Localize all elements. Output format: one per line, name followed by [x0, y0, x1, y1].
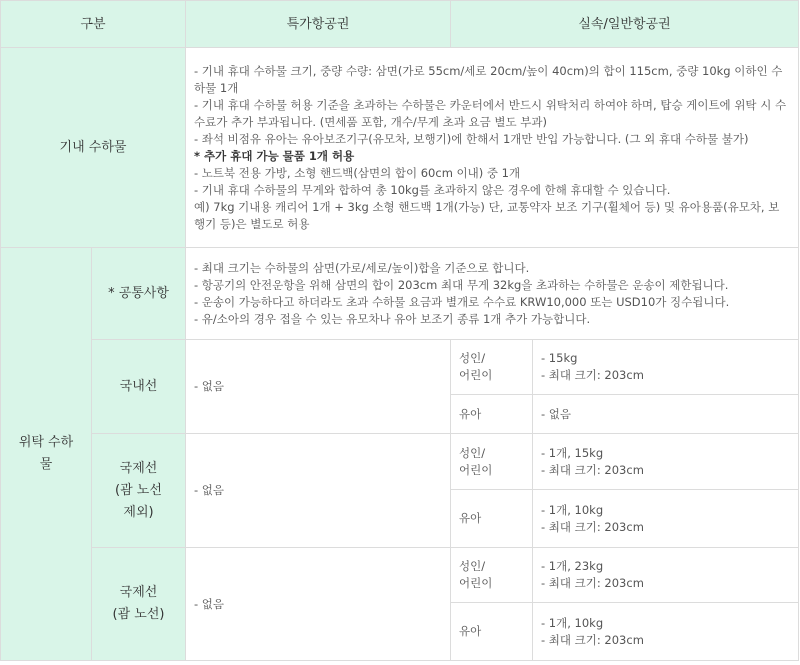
passenger-type: 유아: [451, 603, 533, 661]
checked-label: [1, 248, 92, 661]
carryon-line: - 기내 휴대 수하물의 무게와 합하여 총 10kg를 초과하지 않은 경우에 한해 휴대할 수 있습니다.: [194, 182, 671, 197]
passenger-type: 성인/ 어린이: [451, 340, 533, 395]
common-line: - 최대 크기는 수하물의 삼면(가로/세로/높이)합을 기준으로 합니다.: [194, 260, 530, 275]
common-line: - 항공기의 안전운항을 위해 삼면의 합이 203cm 최대 무게 32kg을 초과하는 수하물은 운송이 제한됩니다.: [194, 277, 729, 292]
allowance: [533, 340, 799, 395]
checked-common-row: [1, 248, 799, 340]
route-special-intl: - 없음: [186, 434, 451, 548]
allowance-line: - 1개, 15kg: [541, 445, 604, 460]
common-label: * 공통사항: [92, 248, 186, 340]
common-details: [186, 248, 799, 340]
carryon-line: - 좌석 비점유 유아는 유아보조기구(유모차, 보행기)에 한해서 1개만 반입 가능합니다. (그 외 휴대 수하물 불가): [194, 131, 749, 146]
common-line: - 운송이 가능하다고 하더라도 초과 수하물 요금과 별개로 수수료 KRW10,000 또는 USD10가 징수됩니다.: [194, 294, 730, 309]
allowance: [533, 603, 799, 661]
carryon-line: - 기내 휴대 수하물 허용 기준을 초과하는 수하물은 카운터에서 반드시 위탁처리 하여야 하며, 탑승 게이트에 위탁 시 수수료가 추가 부과됩니다. (면세품 포함, 개수/무게 초과 요금 별도 부과): [194, 97, 787, 129]
passenger-type: 유아: [451, 490, 533, 548]
common-line: - 유/소아의 경우 접을 수 있는 유모차나 유아 보조기 종류 1개 추가 가능합니다.: [194, 311, 591, 326]
allowance-line: - 15kg: [541, 351, 578, 365]
carryon-label: 기내 수하물: [1, 48, 186, 248]
route-label-guam: 국제선 (괌 노선): [92, 548, 186, 661]
route-special-guam: - 없음: [186, 548, 451, 661]
header-category: 구분: [1, 1, 186, 48]
passenger-type: 성인/ 어린이: [451, 434, 533, 490]
allowance-line: - 1개, 10kg: [541, 615, 604, 630]
allowance-line: - 최대 크기: 203cm: [541, 368, 644, 382]
header-regular-fare: 실속/일반항공권: [451, 1, 799, 48]
header-row: [1, 1, 799, 48]
route-label-intl: 국제선 (괌 노선 제외): [92, 434, 186, 548]
allowance-line: - 없음: [541, 406, 572, 421]
allowance-line: - 최대 크기: 203cm: [541, 519, 644, 534]
route-special-domestic: - 없음: [186, 340, 451, 434]
allowance: [533, 395, 799, 434]
carryon-extra-heading: * 추가 휴대 가능 물품 1개 허용: [194, 148, 355, 163]
route-row: [1, 434, 799, 490]
allowance-line: - 1개, 10kg: [541, 502, 604, 517]
allowance: [533, 490, 799, 548]
carryon-line: - 노트북 전용 가방, 소형 핸드백(삼면의 합이 60cm 이내) 중 1개: [194, 165, 521, 180]
allowance: [533, 548, 799, 603]
allowance-line: - 1개, 23kg: [541, 559, 604, 573]
allowance: [533, 434, 799, 490]
carryon-line: 예) 7kg 기내용 캐리어 1개 + 3kg 소형 핸드백 1개(가능) 단, 교통약자 보조 기구(휠체어 등) 및 유아용품(유모차, 보행기 등)은 별도로 허용: [194, 199, 780, 231]
carryon-row: [1, 48, 799, 248]
passenger-type: 성인/ 어린이: [451, 548, 533, 603]
carryon-line: - 기내 휴대 수하물 크기, 중량 수량: 삼면(가로 55cm/세로 20cm/높이 40cm)의 합이 115cm, 중량 10kg 이하인 수하물 1개: [194, 63, 783, 95]
route-label-domestic: 국내선: [92, 340, 186, 434]
passenger-type: 유아: [451, 395, 533, 434]
carryon-details: [186, 48, 799, 248]
allowance-line: - 최대 크기: 203cm: [541, 576, 644, 590]
checked-label-text: 위탁 수하물: [18, 435, 74, 472]
allowance-line: - 최대 크기: 203cm: [541, 462, 644, 477]
route-row: [1, 340, 799, 395]
header-special-fare: 특가항공권: [186, 1, 451, 48]
route-row: [1, 548, 799, 603]
allowance-line: - 최대 크기: 203cm: [541, 632, 644, 647]
